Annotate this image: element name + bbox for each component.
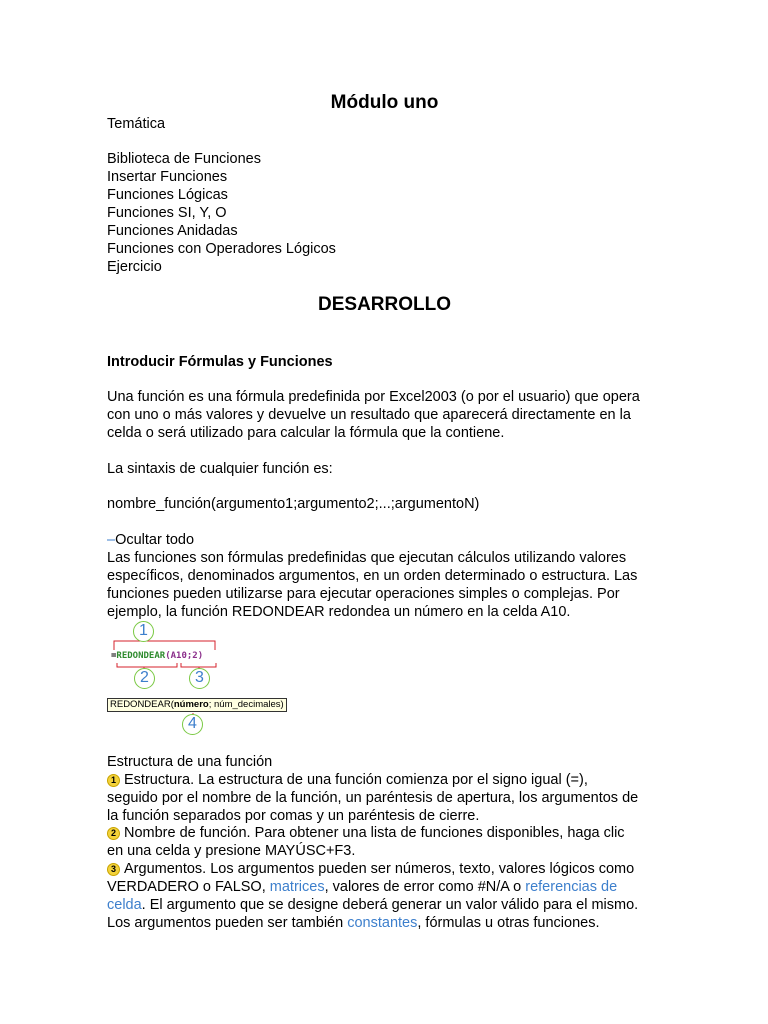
number-3-icon: 3 [107, 863, 120, 876]
list-item: Insertar Funciones [107, 169, 228, 185]
section-title: DESARROLLO [318, 294, 451, 315]
callout-3-icon: 3 [189, 668, 210, 689]
paragraph-line: en una celda y presione MAYÚSC+F3. [107, 843, 356, 859]
number-1-icon: 1 [107, 774, 120, 787]
formula-example [111, 651, 203, 661]
description-paragraph [107, 549, 637, 621]
paragraph-line: celda o será utilizado para calcular la fórmula que la contiene. [107, 425, 505, 441]
paragraph-line: Nombre de función. Para obtener una lista de funciones disponibles, haga clic [124, 825, 625, 841]
list-item: Funciones Lógicas [107, 187, 228, 203]
cell-references-link[interactable]: referencias de [525, 879, 618, 895]
page-title: Módulo uno [330, 92, 439, 113]
formula-arguments: (A10;2) [165, 651, 204, 661]
tooltip-function: REDONDEAR( [110, 699, 174, 710]
paragraph-line: Las funciones son fórmulas predefinidas que ejecutan cálculos utilizando valores [107, 550, 627, 566]
text-fragment: VERDADERO o FALSO, [107, 879, 270, 895]
paragraph-line: con uno o más valores y devuelve un resultado que aparecerá directamente en la [107, 407, 631, 423]
hide-all-label: Ocultar todo [115, 532, 195, 548]
formula-function-name: REDONDEAR [116, 651, 166, 661]
text-fragment: . El argumento que se designe deberá generar un valor válido para el mismo. [141, 897, 639, 913]
list-item: Funciones con Operadores Lógicos [107, 241, 336, 257]
paragraph-line: ejemplo, la función REDONDEAR redondea un número en la celda A10. [107, 604, 571, 620]
list-item: Biblioteca de Funciones [107, 151, 261, 167]
paragraph-line: seguido por el nombre de la función, un paréntesis de apertura, los argumentos de [107, 790, 639, 806]
paragraph-line: Argumentos. Los argumentos pueden ser números, texto, valores lógicos como [124, 861, 635, 877]
list-item: Ejercicio [107, 259, 162, 275]
tooltip-rest: ; núm_decimales) [208, 699, 284, 710]
text-fragment: Los argumentos pueden ser también [107, 915, 348, 931]
paragraph-line: la función separados por comas y un paréntesis de cierre. [107, 808, 480, 824]
formula-diagram [107, 618, 307, 738]
structure-item-3 [107, 860, 638, 932]
structure-item-2 [107, 824, 625, 860]
subheading: Introducir Fórmulas y Funciones [107, 354, 333, 370]
paragraph-line: Estructura. La estructura de una función comienza por el signo igual (=), [124, 772, 588, 788]
formula-equals: = [111, 651, 117, 661]
hide-all-toggle[interactable] [107, 531, 194, 549]
callout-1-icon: 1 [133, 621, 154, 642]
paragraph-line: específicos, denominados argumentos, en un orden determinado o estructura. Las [107, 568, 638, 584]
structure-heading: Estructura de una función [107, 754, 273, 770]
paragraph-line: Una función es una fórmula predefinida por Excel2003 (o por el usuario) que opera [107, 389, 640, 405]
callout-4-icon: 4 [182, 714, 203, 735]
topics-list [107, 150, 336, 276]
collapse-dash-icon: – [107, 532, 116, 548]
callout-2-icon: 2 [134, 668, 155, 689]
cell-references-link-cont[interactable]: celda [107, 897, 142, 913]
text-fragment: , fórmulas u otras funciones. [417, 915, 600, 931]
tematica-label: Temática [107, 116, 166, 132]
syntax-example: nombre_función(argumento1;argumento2;...;argumentoN) [107, 496, 480, 512]
structure-item-1 [107, 771, 638, 825]
matrices-link[interactable]: matrices [269, 879, 325, 895]
paragraph-line: funciones pueden utilizarse para ejecutar operaciones simples o complejas. Por [107, 586, 620, 602]
tooltip-current-arg: número [173, 699, 209, 710]
intro-paragraph [107, 388, 640, 442]
syntax-intro: La sintaxis de cualquier función es: [107, 461, 333, 477]
function-tooltip [107, 698, 287, 712]
list-item: Funciones SI, Y, O [107, 205, 227, 221]
constants-link[interactable]: constantes [347, 915, 418, 931]
text-fragment: , valores de error como #N/A o [324, 879, 526, 895]
list-item: Funciones Anidadas [107, 223, 238, 239]
number-2-icon: 2 [107, 827, 120, 840]
